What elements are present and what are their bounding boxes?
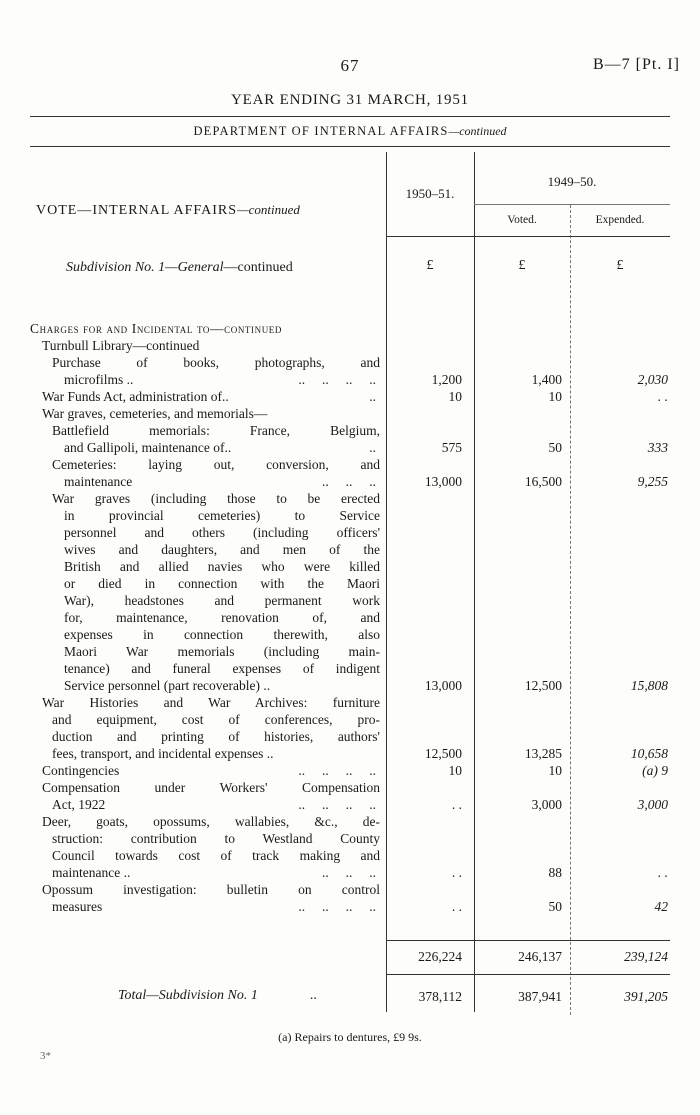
line-opossum-1: Opossum investigation: bulletin on control (42, 882, 380, 897)
line-gallipoli: and Gallipoli, maintenance of.. .. (64, 440, 376, 455)
signature-mark: 3* (40, 1050, 51, 1062)
group-header-rule (474, 204, 670, 205)
subdivision-heading (66, 260, 293, 276)
amount-expended-row: 333 (647, 440, 668, 455)
subtotal-1950-51: 226,224 (418, 949, 462, 964)
currency-1950-51: £ (426, 258, 434, 273)
subdivision-label: Subdivision No. 1—General (66, 260, 224, 275)
line-opossum-2: measures .. .. .. .. (52, 899, 376, 914)
amount-expended-row: 42 (654, 899, 668, 914)
department-heading (0, 124, 700, 139)
total-expended: 391,205 (624, 989, 668, 1004)
document-reference: B—7 [Pt. I] (593, 56, 680, 73)
line-war-histories-2: and equipment, cost of conferences, pro- (52, 712, 380, 727)
line-deer-4-text: maintenance .. (52, 865, 131, 880)
column-header-1950-51: 1950–51. (405, 186, 455, 201)
amount-voted-row: 10 (548, 763, 562, 778)
line-deer-1: Deer, goats, opossums, wallabies, &c., de- (42, 814, 380, 829)
amount-expended-row: 9,255 (637, 474, 668, 489)
amount-expended-row: 15,808 (630, 678, 668, 693)
amount-expended-row: 10,658 (630, 746, 668, 761)
subtotal-rule (386, 940, 670, 941)
column-divider-left (386, 152, 387, 1012)
amount-expended-row: . . (657, 865, 668, 880)
line-compensation: Compensation under Workers' Compensation (42, 780, 380, 795)
department-name: DEPARTMENT OF INTERNAL AFFAIRS (193, 124, 449, 138)
column-divider-mid (474, 152, 475, 1012)
line-war-graves-5: British and allied navies who were killed (64, 559, 380, 574)
amount-voted-row: 88 (548, 865, 562, 880)
column-header-voted: Voted. (507, 214, 537, 226)
line-gallipoli-text: and Gallipoli, maintenance of.. (64, 440, 232, 455)
line-war-histories-3: duction and printing of histories, authors' (52, 729, 380, 744)
line-war-histories-4: fees, transport, and incidental expenses .. (52, 746, 274, 761)
column-header-1949-50: 1949–50. (547, 174, 597, 189)
amount-c1950-row: . . (451, 865, 462, 880)
line-compensation-act: Act, 1922 .. .. .. .. (52, 797, 376, 812)
department-rule (30, 146, 670, 147)
subdivision-suffix: —continued (223, 260, 293, 275)
vote-heading-text: VOTE—INTERNAL AFFAIRS (36, 203, 238, 218)
line-opossum-2-text: measures (52, 899, 103, 914)
line-war-funds-act-text: War Funds Act, administration of.. (42, 389, 229, 404)
line-maintenance-text: maintenance (64, 474, 133, 489)
title-rule (30, 116, 670, 117)
line-compensation-act-text: Act, 1922 (52, 797, 106, 812)
line-war-graves-6: or died in connection with the Maori (64, 576, 380, 591)
line-war-graves-11: tenance) and funeral expenses of indigent (64, 661, 380, 676)
total-voted: 387,941 (518, 989, 562, 1004)
amount-expended-row: 2,030 (637, 372, 668, 387)
amount-voted-row: 50 (548, 899, 562, 914)
line-contingencies-text: Contingencies (42, 763, 120, 778)
page-title: YEAR ENDING 31 MARCH, 1951 (231, 92, 469, 108)
amount-expended-row: (a) 9 (642, 763, 668, 778)
line-charges-heading: Charges for and Incidental to—continued (30, 321, 283, 336)
amount-voted-row: 1,400 (531, 372, 562, 387)
vote-items (30, 320, 380, 915)
column-divider-dashed (570, 205, 571, 1015)
amount-c1950-row: 13,000 (424, 678, 462, 693)
line-war-graves-9: expenses in connection therewith, also (64, 627, 380, 642)
amount-c1950-row: 575 (441, 440, 462, 455)
line-war-graves-2: in provincial cemeteries) to Service (64, 508, 380, 523)
subtotal-voted: 246,137 (518, 949, 562, 964)
line-war-graves-1: War graves (including those to be erected (52, 491, 380, 506)
amount-c1950-row: 10 (448, 763, 462, 778)
amount-expended-row: 3,000 (637, 797, 668, 812)
total-rule (386, 974, 670, 975)
currency-expended: £ (616, 258, 624, 273)
line-microfilms-text: microfilms .. (64, 372, 134, 387)
page-number: 67 (340, 56, 360, 75)
amount-voted-row: 12,500 (524, 678, 562, 693)
line-deer-3: Council towards cost of track making and (52, 848, 380, 863)
line-deer-2: struction: contribution to Westland County (52, 831, 380, 846)
line-war-graves-8: for, maintenance, renovation of, and (64, 610, 380, 625)
column-header-expended: Expended. (595, 214, 645, 226)
department-suffix: —continued (448, 124, 507, 138)
line-war-histories-1: War Histories and War Archives: furniture (42, 695, 380, 710)
amount-voted-row: 10 (548, 389, 562, 404)
line-war-graves-4: wives and daughters, and men of the (64, 542, 380, 557)
amount-expended-row: . . (657, 389, 668, 404)
vote-heading-suffix: —continued (237, 202, 300, 217)
line-turnbull-library: Turnbull Library—continued (42, 338, 200, 353)
amount-voted-row: 3,000 (531, 797, 562, 812)
amount-c1950-row: . . (451, 797, 462, 812)
total-1950-51: 378,112 (418, 989, 462, 1004)
subtotal-expended: 239,124 (624, 949, 668, 964)
line-cemeteries: Cemeteries: laying out, conversion, and (52, 457, 380, 472)
amount-voted-row: 13,285 (524, 746, 562, 761)
amount-voted-row: 16,500 (524, 474, 562, 489)
line-maintenance: maintenance .. .. .. (64, 474, 376, 489)
line-microfilms: microfilms .. .. .. .. .. (64, 372, 376, 387)
line-war-graves-12: Service personnel (part recoverable) .. (64, 678, 271, 693)
amount-c1950-row: 10 (448, 389, 462, 404)
amount-c1950-row: 12,500 (424, 746, 462, 761)
amount-voted-row: 50 (548, 440, 562, 455)
line-war-graves-3: personnel and others (including officers' (64, 525, 380, 540)
line-battlefield-memorials: Battlefield memorials: France, Belgium, (52, 423, 380, 438)
total-label-text: Total—Subdivision No. 1 (118, 988, 258, 1003)
currency-voted: £ (518, 258, 526, 273)
line-war-graves-7: War), headstones and permanent work (64, 593, 380, 608)
vote-heading (36, 202, 300, 219)
line-war-graves-10: Maori War memorials (including main- (64, 644, 380, 659)
amount-c1950-row: . . (451, 899, 462, 914)
footnote: (a) Repairs to dentures, £9 9s. (278, 1030, 422, 1044)
line-purchase-books: Purchase of books, photographs, and (52, 355, 380, 370)
total-label: Total—Subdivision No. 1 .. (118, 988, 317, 1003)
line-contingencies: Contingencies .. .. .. .. (42, 763, 376, 778)
column-header-rule (386, 236, 670, 237)
amount-c1950-row: 13,000 (424, 474, 462, 489)
line-deer-4: maintenance .. .. .. .. (52, 865, 376, 880)
amount-c1950-row: 1,200 (431, 372, 462, 387)
line-war-funds-act: War Funds Act, administration of.. .. (42, 389, 376, 404)
line-war-graves-heading: War graves, cemeteries, and memorials— (42, 406, 268, 421)
